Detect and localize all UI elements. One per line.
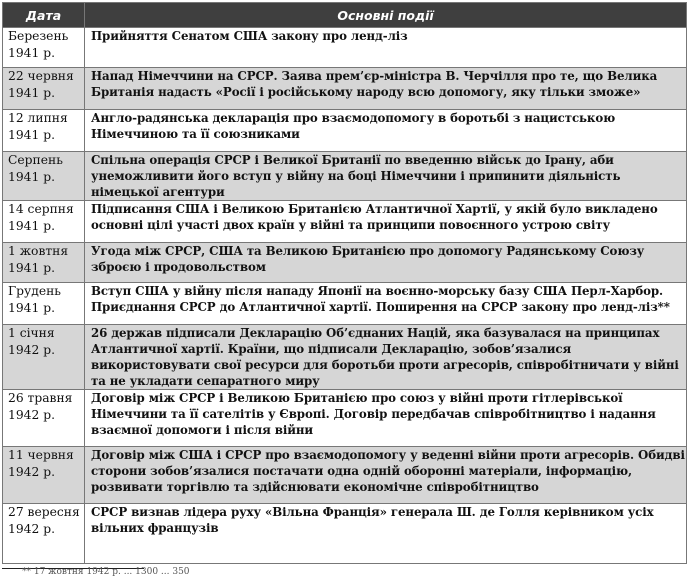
table-row bbox=[3, 201, 687, 243]
row-event: Підписання США і Великою Британією Атлантичної Хартії, у якій було викладено основні цілі участі двох країн у війні та принципи повоєнного устрою світу bbox=[85, 201, 687, 243]
table-row bbox=[3, 325, 687, 390]
row-date: 1 жовтня 1941 р. bbox=[3, 243, 85, 283]
row-date: 14 серпня 1941 р. bbox=[3, 201, 85, 243]
row-event: Договір між США і СРСР про взаємодопомогу у веденні війни проти агресорів. Обидві сторони зобов’язалися постачати одна одній оборонні матеріали, інформацію, розвивати торгівлю та здійснювати економічне співробітництво bbox=[85, 447, 687, 504]
row-event: 26 держав підписали Декларацію Об’єднаних Націй, яка базувалася на принципах Атлантичної хартії. Країни, що підписали Декларацію, зобов’язалися використовувати свої ресурси для боротьби проти агресорів, співробітничати у війні та не укладати сепаратного миру bbox=[85, 325, 687, 390]
row-date: 26 травня 1942 р. bbox=[3, 390, 85, 447]
table-row bbox=[3, 283, 687, 325]
table-row bbox=[3, 390, 687, 447]
row-date: 12 липня 1941 р. bbox=[3, 110, 85, 152]
row-event: СРСР визнав лідера руху «Вільна Франція» генерала Ш. де Голля керівником усіх вільних французів bbox=[85, 504, 687, 564]
table-row bbox=[3, 243, 687, 283]
row-date: 11 червня 1942 р. bbox=[3, 447, 85, 504]
row-date: Грудень 1941 р. bbox=[3, 283, 85, 325]
row-event: Англо-радянська декларація про взаємодопомогу в боротьбі з нацистською Німеччиною та її союзниками bbox=[85, 110, 687, 152]
table-row bbox=[3, 504, 687, 564]
table-row bbox=[3, 447, 687, 504]
row-date: 27 вересня 1942 р. bbox=[3, 504, 85, 564]
table-row bbox=[3, 28, 687, 68]
table-row bbox=[3, 110, 687, 152]
row-event: Угода між СРСР, США та Великою Британією про допомогу Радянському Союзу зброєю і продовольством bbox=[85, 243, 687, 283]
row-date: Серпень 1941 р. bbox=[3, 152, 85, 201]
footnote-text: ** 17 жовтня 1942 р. ... 1300 ... 350 bbox=[22, 567, 190, 576]
row-event: Договір між СРСР і Великою Британією про союз у війні проти гітлерівської Німеччини та її сателітів у Європі. Договір передбачав співробітництво і надання взаємної допомоги і після війни bbox=[85, 390, 687, 447]
row-date: 22 червня 1941 р. bbox=[3, 68, 85, 110]
table-header-row bbox=[3, 3, 687, 28]
row-date: Березень 1941 р. bbox=[3, 28, 85, 68]
table-row bbox=[3, 68, 687, 110]
row-event: Прийняття Сенатом США закону про ленд-ліз bbox=[85, 28, 687, 68]
row-date: 1 січня 1942 р. bbox=[3, 325, 85, 390]
row-event: Спільна операція СРСР і Великої Британії по введенню військ до Ірану, аби унеможливити його вступ у війну на боці Німеччини і припинити діяльність німецької агентури bbox=[85, 152, 687, 201]
row-event: Напад Німеччини на СРСР. Заява прем’єр-міністра В. Черчілля про те, що Велика Британія надасть «Росії і російському народу всю допомогу, яку тільки зможе» bbox=[85, 68, 687, 110]
row-event: Вступ США у війну після нападу Японії на воєнно-морську базу США Перл-Харбор. Приєднання СРСР до Атлантичної хартії. Поширення на СРСР закону про ленд-ліз** bbox=[85, 283, 687, 325]
header-events: Основні події bbox=[85, 3, 687, 28]
table-row bbox=[3, 152, 687, 201]
header-date: Дата bbox=[3, 3, 85, 28]
events-table bbox=[2, 2, 687, 564]
